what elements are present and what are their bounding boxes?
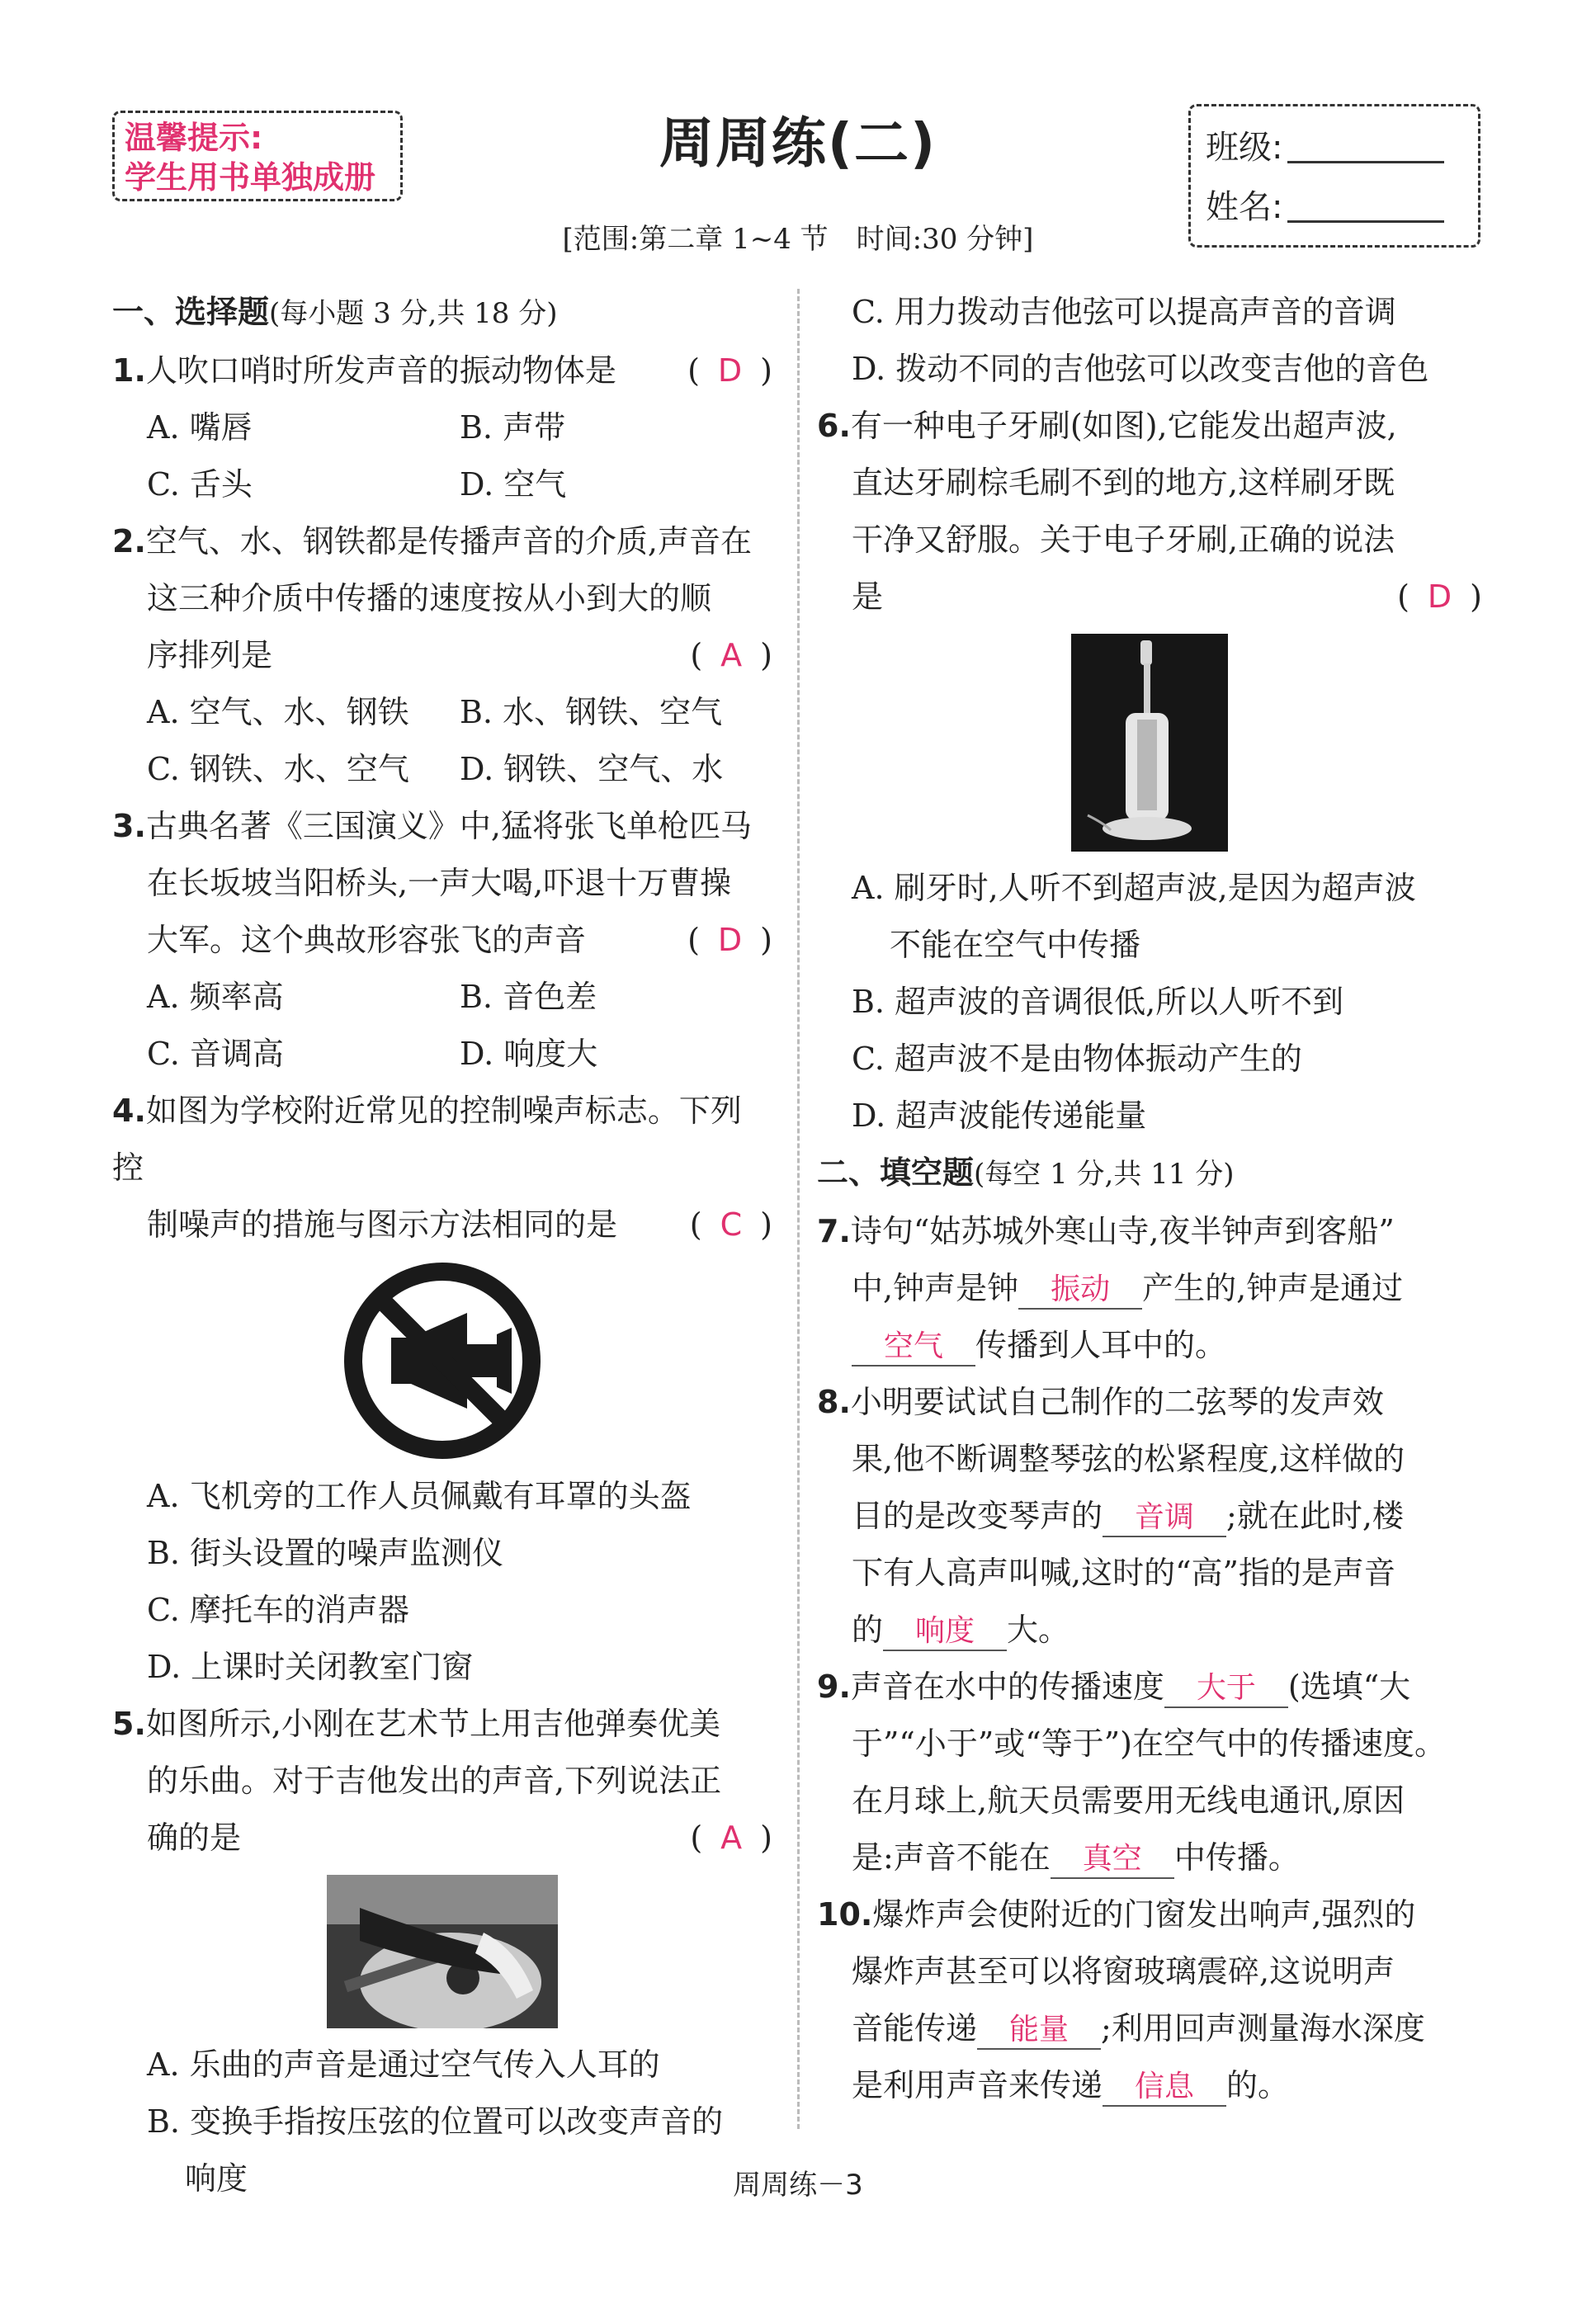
q5-option-a: A. 乐曲的声音是通过空气传入人耳的 xyxy=(147,2046,660,2083)
q5-option-d: D. 拨动不同的吉他弦可以改变吉他的音色 xyxy=(852,351,1429,387)
q8-line-2: 果,他不断调整琴弦的松紧程度,这样做的 xyxy=(852,1441,1405,1477)
q7-number: 7. xyxy=(817,1213,851,1249)
q10-line-1: 爆炸声会使附近的门窗发出响声,强烈的 xyxy=(872,1896,1416,1933)
q2-options-row2 xyxy=(112,741,772,798)
left-column xyxy=(112,284,772,2207)
q6-line-4: 是 xyxy=(852,578,884,615)
q1-text: 人吹口哨时所发声音的振动物体是 xyxy=(145,352,616,389)
question-1 xyxy=(112,342,772,399)
q6-line-2: 直达牙刷棕毛刷不到的地方,这样刷牙既 xyxy=(852,465,1395,501)
question-4 xyxy=(112,1083,772,1197)
q8-line-4: 下有人高声叫喊,这时的“高”指的是声音 xyxy=(852,1555,1395,1591)
q1-option-a: A. 嘴唇 xyxy=(147,409,253,446)
q10-text-a: 音能传递 xyxy=(852,2010,978,2046)
q3-number: 3. xyxy=(112,808,146,844)
answer-6: ( D ) xyxy=(1397,578,1482,615)
q4-line-2: 制噪声的措施与图示方法相同的是 xyxy=(147,1206,618,1243)
question-2 xyxy=(112,513,772,570)
q8-text-c: 的 xyxy=(852,1612,884,1648)
q7-blank-1[interactable]: 振动 xyxy=(1018,1272,1142,1310)
q1-option-c: C. 舌头 xyxy=(147,466,253,503)
class-row xyxy=(1206,118,1463,177)
q5-line-3-row xyxy=(112,1810,772,1867)
q9-line-4 xyxy=(817,1829,1482,1886)
q4-option-a: A. 飞机旁的工作人员佩戴有耳罩的头盔 xyxy=(147,1478,692,1514)
electric-toothbrush-photo xyxy=(1071,634,1228,852)
answer-4-letter: C xyxy=(720,1206,743,1243)
question-9 xyxy=(817,1659,1482,1716)
q2-options-row1 xyxy=(112,684,772,741)
q5-option-b-cont: 响度 xyxy=(185,2160,248,2197)
q6-option-a-cont: 不能在空气中传播 xyxy=(890,927,1141,963)
q7-text-a: 中,钟声是钟 xyxy=(852,1270,1019,1306)
q5-line-3: 确的是 xyxy=(147,1820,242,1856)
guitar-photo xyxy=(327,1875,558,2028)
q9-number: 9. xyxy=(817,1669,851,1705)
q5-option-c: C. 用力拨动吉他弦可以提高声音的音调 xyxy=(852,294,1396,330)
q5-number: 5. xyxy=(112,1706,146,1742)
q9-text-a: 声音在水中的传播速度 xyxy=(850,1669,1164,1705)
tip-line-1: 温馨提示: xyxy=(125,120,263,156)
class-label: 班级: xyxy=(1206,129,1283,167)
q2-option-d: D. 钢铁、空气、水 xyxy=(460,751,724,787)
q8-line-3 xyxy=(817,1488,1482,1545)
q6-option-d: D. 超声波能传递能量 xyxy=(852,1097,1147,1134)
q2-number: 2. xyxy=(112,523,146,559)
q2-line-3: 序排列是 xyxy=(147,637,273,673)
scope-line: [范围:第二章 1~4 节 时间:30 分钟] xyxy=(562,223,1034,256)
q6-line-1: 有一种电子牙刷(如图),它能发出超声波, xyxy=(850,408,1397,444)
page-title: 周周练(二) xyxy=(659,111,937,175)
column-divider xyxy=(797,289,800,2129)
q9-blank-2[interactable]: 真空 xyxy=(1051,1841,1174,1879)
q10-line-3 xyxy=(817,2000,1482,2057)
q5-line-1: 如图所示,小刚在艺术节上用吉他弹奏优美 xyxy=(145,1706,720,1742)
q3-options-row1 xyxy=(112,969,772,1026)
name-row xyxy=(1206,177,1463,237)
q7-text-b: 产生的,钟声是通过 xyxy=(1142,1270,1404,1306)
answer-4: ( C ) xyxy=(689,1206,772,1243)
q5-line-2: 的乐曲。对于吉他发出的声音,下列说法正 xyxy=(147,1763,722,1799)
q4-line-1: 如图为学校附近常见的控制噪声标志。下列控 xyxy=(112,1093,742,1186)
section-2-heading: 二、填空题 xyxy=(817,1154,975,1191)
q7-line-1: 诗句“姑苏城外寒山寺,夜半钟声到客船” xyxy=(850,1213,1395,1249)
q4-line-2-row xyxy=(112,1197,772,1253)
name-label: 姓名: xyxy=(1206,188,1283,226)
q2-line-2: 这三种介质中传播的速度按从小到大的顺 xyxy=(147,580,712,616)
q6-option-b: B. 超声波的音调很低,所以人听不到 xyxy=(852,984,1344,1020)
section-1-title xyxy=(112,284,772,342)
answer-2-letter: A xyxy=(720,637,743,673)
q3-line-1: 古典名著《三国演义》中,猛将张飞单枪匹马 xyxy=(145,808,752,844)
class-field[interactable] xyxy=(1287,128,1444,163)
section-1-heading: 一、选择题 xyxy=(112,294,270,330)
question-7 xyxy=(817,1203,1482,1260)
answer-3-letter: D xyxy=(717,922,743,958)
q7-text-c: 传播到人耳中的。 xyxy=(975,1327,1227,1363)
page-footer: 周周练－3 xyxy=(733,2169,863,2202)
q3-options-row2 xyxy=(112,1026,772,1083)
answer-3: ( D ) xyxy=(687,922,772,958)
q2-line-3-row xyxy=(112,627,772,684)
q9-line-3: 在月球上,航天员需要用无线电通讯,原因 xyxy=(852,1782,1405,1819)
answer-5-letter: A xyxy=(720,1820,743,1856)
q8-blank-1[interactable]: 音调 xyxy=(1103,1499,1226,1537)
q6-line-4-row xyxy=(817,569,1482,625)
q3-line-2: 在长坂坡当阳桥头,一声大喝,吓退十万曹操 xyxy=(147,865,732,901)
question-6 xyxy=(817,398,1482,455)
q8-text-a: 目的是改变琴声的 xyxy=(852,1498,1103,1534)
no-horn-sign-icon xyxy=(343,1262,541,1460)
q8-line-5 xyxy=(817,1602,1482,1659)
q4-number: 4. xyxy=(112,1093,146,1129)
question-8 xyxy=(817,1374,1482,1431)
answer-1-letter: D xyxy=(717,352,743,389)
q9-line-2: 于”“小于”或“等于”)在空气中的传播速度。 xyxy=(852,1725,1446,1762)
q2-option-a: A. 空气、水、钢铁 xyxy=(147,694,409,730)
q4-option-c: C. 摩托车的消声器 xyxy=(147,1592,409,1628)
class-name-box xyxy=(1188,104,1480,248)
answer-6-letter: D xyxy=(1427,578,1452,615)
section-1-note: (每小题 3 分,共 18 分) xyxy=(269,297,558,330)
q1-options-row2 xyxy=(112,456,772,513)
q7-blank-2[interactable]: 空气 xyxy=(852,1329,975,1367)
q9-text-b: (选填“大 xyxy=(1287,1669,1411,1705)
q7-line-3 xyxy=(817,1317,1482,1374)
q4-option-d: D. 上课时关闭教室门窗 xyxy=(147,1649,474,1685)
q10-text-d: 的。 xyxy=(1226,2067,1290,2103)
q1-options-row1 xyxy=(112,399,772,456)
q1-number: 1. xyxy=(112,352,146,389)
q10-blank-2[interactable]: 信息 xyxy=(1103,2069,1226,2107)
q3-option-c: C. 音调高 xyxy=(147,1036,284,1072)
q7-line-2 xyxy=(817,1260,1482,1317)
q3-option-a: A. 频率高 xyxy=(147,979,284,1015)
q5-option-b: B. 变换手指按压弦的位置可以改变声音的 xyxy=(147,2103,724,2140)
tip-line-2: 学生用书单独成册 xyxy=(125,159,376,196)
q6-option-c: C. 超声波不是由物体振动产生的 xyxy=(852,1041,1302,1077)
q6-line-3: 干净又舒服。关于电子牙刷,正确的说法 xyxy=(852,522,1395,558)
q9-text-c: 是:声音不能在 xyxy=(852,1839,1051,1876)
q9-text-d: 中传播。 xyxy=(1173,1839,1300,1876)
section-2-note: (每空 1 分,共 11 分) xyxy=(974,1158,1235,1191)
q2-option-b: B. 水、钢铁、空气 xyxy=(460,694,723,730)
q6-number: 6. xyxy=(817,408,851,444)
section-2-title xyxy=(817,1145,1482,1203)
question-3 xyxy=(112,798,772,855)
q8-blank-2[interactable]: 响度 xyxy=(883,1613,1007,1651)
q1-option-b: B. 声带 xyxy=(460,409,566,446)
q10-line-2: 爆炸声甚至可以将窗玻璃震碎,这说明声 xyxy=(852,1953,1395,1990)
q10-line-4 xyxy=(817,2057,1482,2114)
answer-2: ( A ) xyxy=(690,637,772,673)
q8-text-d: 大。 xyxy=(1007,1612,1070,1648)
q8-number: 8. xyxy=(817,1384,851,1420)
question-5 xyxy=(112,1696,772,1753)
name-field[interactable] xyxy=(1287,187,1444,223)
q10-text-b: ;利用回声测量海水深度 xyxy=(1101,2010,1425,2046)
right-column xyxy=(817,284,1482,2114)
q10-text-c: 是利用声音来传递 xyxy=(852,2067,1103,2103)
q4-option-b: B. 街头设置的噪声监测仪 xyxy=(147,1535,504,1571)
q2-line-1: 空气、水、钢铁都是传播声音的介质,声音在 xyxy=(145,523,752,559)
answer-1: ( D ) xyxy=(687,352,772,389)
answer-5: ( A ) xyxy=(690,1820,772,1856)
q3-option-d: D. 响度大 xyxy=(460,1036,598,1072)
question-10 xyxy=(817,1886,1482,1943)
q3-line-3: 大军。这个典故形容张飞的声音 xyxy=(147,922,587,958)
q3-line-3-row xyxy=(112,912,772,969)
q8-line-1: 小明要试试自己制作的二弦琴的发声效 xyxy=(850,1384,1384,1420)
q1-option-d: D. 空气 xyxy=(460,466,567,503)
q3-option-b: B. 音色差 xyxy=(460,979,597,1015)
q2-option-c: C. 钢铁、水、空气 xyxy=(147,751,409,787)
q10-blank-1[interactable]: 能量 xyxy=(977,2012,1101,2050)
q6-option-a: A. 刷牙时,人听不到超声波,是因为超声波 xyxy=(852,870,1416,906)
q10-number: 10. xyxy=(817,1896,873,1933)
q8-text-b: ;就在此时,楼 xyxy=(1226,1498,1404,1534)
q9-blank-1[interactable]: 大于 xyxy=(1164,1670,1288,1708)
